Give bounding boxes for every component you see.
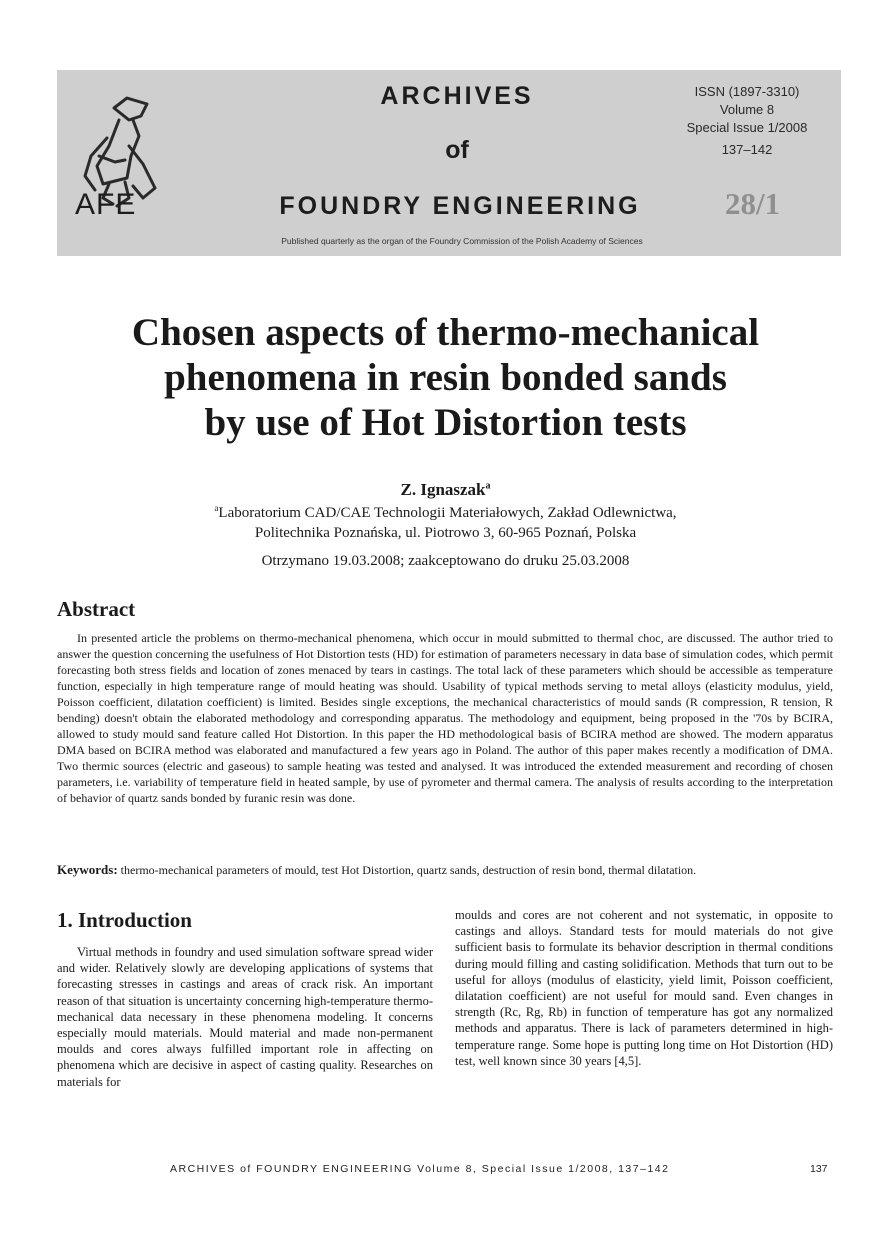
affiliation-superscript: a — [214, 503, 219, 513]
article-code: 28/1 — [725, 186, 781, 221]
volume: Volume 8 — [719, 102, 775, 117]
article-title — [60, 310, 831, 445]
page-range: 137–142 — [721, 142, 773, 157]
affiliation — [0, 498, 891, 543]
received-accepted-dates: Otrzymano 19.03.2008; zaakceptowano do druku 25.03.2008 — [261, 553, 630, 569]
afe-logo-text: AFE — [75, 188, 137, 221]
introduction-left-column: Virtual methods in foundry and used simulation software spread wider and wider. Relatively slowly are developing applications of systems that forecasting stresses in castings and areas of crack risk. An important reason of that situation is uncertainty concerning high-temperature thermo-mechanical data necessary in these phenomena modeling. It concerns especially mould materials. Mould material and made non-permanent moulds and cores always fulfilled important role in affecting on phenomena which are decisive in aspect of casting quality. Researches on materials for — [57, 945, 433, 1089]
introduction-right-column: moulds and cores are not coherent and not systematic, in opposite to castings and alloys. Standard tests for mould materials do not give sufficient basis to formulate its behavior description in thermal conditions during mould filling and casting solidification. Methods that turn out to be useful for alloys (modulus of elasticity, yield limit, Poisson coefficient, dilatation coefficient) are not useful for mould sand. Even changes in strength (Rc, Rg, Rb) in function of temperature has got any normalized methods and apparatus. There is lack of parameters determined in high-temperature range. Some hope is putting long time on Hot Distortion (HD) test, well known since 30 years [4,5]. — [455, 908, 833, 1068]
issue-info — [662, 83, 832, 159]
title-line: Chosen aspects of thermo-mechanical — [131, 311, 760, 354]
keywords-label: Keywords: — [57, 862, 118, 877]
keywords-text: thermo-mechanical parameters of mould, test Hot Distortion, quartz sands, destruction of resin bond, thermal dilatation. — [120, 863, 697, 877]
author-superscript: a — [485, 480, 491, 492]
title-line: phenomena in resin bonded sands — [164, 356, 727, 399]
published-note: Published quarterly as the organ of the Foundry Commission of the Polish Academy of Sciences — [281, 236, 643, 246]
affiliation-line-1: Laboratorium CAD/CAE Technologii Materiałowych, Zakład Odlewnictwa, — [218, 505, 677, 521]
journal-name-of: of — [445, 136, 469, 164]
abstract-heading: Abstract — [57, 597, 136, 621]
title-line: by use of Hot Distortion tests — [204, 401, 687, 444]
footer-journal-reference: ARCHIVES of FOUNDRY ENGINEERING Volume 8, Special Issue 1/2008, 137–142 — [170, 1163, 670, 1175]
journal-name-foundry-engineering: FOUNDRY ENGINEERING — [279, 192, 641, 220]
issn: ISSN (1897-3310) — [694, 84, 800, 99]
special-issue: Special Issue 1/2008 — [686, 120, 808, 135]
author-name: Z. Ignaszak — [400, 480, 486, 499]
page-number: 137 — [810, 1163, 828, 1175]
abstract-text: In presented article the problems on thermo-mechanical phenomena, which occur in mould submitted to thermal choc, are discussed. The author tried to answer the question concerning the usefulness of Hot Distortion tests (HD) for estimation of parameters necessary in data base of simulation codes, which permit forecasting both stress fields and location of zones menaced by tears in castings. The total lack of these parameters which should be accessible as temperature function, especially in high temperature range of mould heating was should. Usability of typical methods serving to metal alloys (elasticity modulus, yield, Poisson coefficient, dilatation coefficient) is limited. Besides single exceptions, the mechanical characteristics of mould sands (R compression, R tension, R bending) doesn't obtain the elaborated methodology and corresponding apparatus. The methodology and equipment, being proposed in the '70s by BCIRA, allowed to study mould sand feature called Hot Distortion. In this paper the HD methodological basis of BCIRA method are showed. The modern apparatus DMA based on BCIRA method was elaborated and manufactured a few years ago in Poland. The author of this paper makes recently a modification of DMA. Two thermic sources (electric and gaseous) to sample heating was tested and analysed. It was introduced the extended measurement and recording of chosen parameters, i.e. variability of temperature field in heated sample, by use of pyrometer and thermal camera. The analysis of results according to the interpretation of behavior of quartz sands bonded by furanic resin was done. — [57, 631, 833, 805]
introduction-heading: 1. Introduction — [57, 908, 192, 932]
journal-header-banner — [57, 70, 841, 256]
journal-name-archives: ARCHIVES — [380, 82, 534, 110]
affiliation-line-2: Politechnika Poznańska, ul. Piotrowo 3, 60-965 Poznań, Polska — [254, 525, 637, 541]
keywords — [57, 862, 833, 878]
author — [0, 480, 891, 500]
